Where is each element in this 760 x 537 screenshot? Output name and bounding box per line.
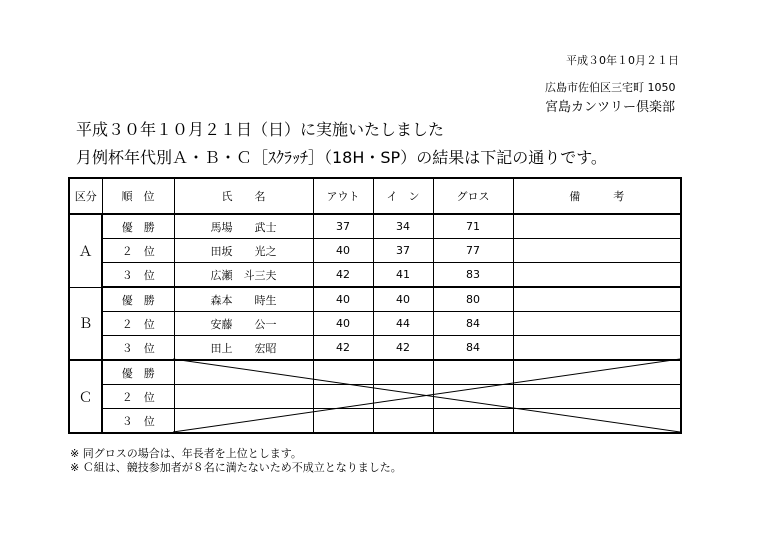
player-name: 安藤 公一 xyxy=(174,312,313,336)
table-row xyxy=(69,214,681,239)
rank-cell: 優 勝 xyxy=(102,360,174,385)
score-in: 44 xyxy=(373,312,433,336)
header-rank: 順 位 xyxy=(102,178,174,214)
rank-cell: ２ 位 xyxy=(102,385,174,409)
score-in: 42 xyxy=(373,336,433,361)
rank-cell: ３ 位 xyxy=(102,409,174,434)
intro-line-1: 平成３０年１０月２１日（日）に実施いたしました xyxy=(76,120,445,139)
empty-cell xyxy=(373,385,433,409)
remarks-cell xyxy=(513,312,681,336)
score-out: 40 xyxy=(313,312,373,336)
header-out: アウト xyxy=(313,178,373,214)
score-out: 42 xyxy=(313,263,373,288)
note-2: ※ Ｃ組は、競技参加者が８名に満たないため不成立となりました。 xyxy=(70,461,402,474)
table-row xyxy=(69,336,681,361)
score-gross: 83 xyxy=(433,263,513,288)
score-in: 37 xyxy=(373,239,433,263)
table-row xyxy=(69,263,681,288)
score-gross: 71 xyxy=(433,214,513,239)
header-gross: グロス xyxy=(433,178,513,214)
player-name: 田坂 光之 xyxy=(174,239,313,263)
header-in: イ ン xyxy=(373,178,433,214)
document-date: 平成３0年１0月２１日 xyxy=(566,54,679,67)
score-in: 34 xyxy=(373,214,433,239)
table-row xyxy=(69,360,681,385)
rank-cell: ２ 位 xyxy=(102,312,174,336)
empty-cell xyxy=(174,385,313,409)
table-row xyxy=(69,312,681,336)
score-gross: 80 xyxy=(433,287,513,312)
score-out: 40 xyxy=(313,287,373,312)
player-name: 広瀬 斗三夫 xyxy=(174,263,313,288)
rank-cell: ２ 位 xyxy=(102,239,174,263)
header-division: 区分 xyxy=(69,178,102,214)
club-name: 宮島カンツリー倶楽部 xyxy=(545,100,676,115)
score-out: 42 xyxy=(313,336,373,361)
remarks-cell xyxy=(513,336,681,361)
score-gross: 77 xyxy=(433,239,513,263)
results-table xyxy=(68,177,682,434)
header-remarks: 備 考 xyxy=(513,178,681,214)
rank-cell: ３ 位 xyxy=(102,336,174,361)
empty-cell xyxy=(433,385,513,409)
remarks-cell xyxy=(513,214,681,239)
score-out: 37 xyxy=(313,214,373,239)
empty-cell xyxy=(513,360,681,385)
empty-cell xyxy=(313,385,373,409)
player-name: 森本 時生 xyxy=(174,287,313,312)
empty-cell xyxy=(513,385,681,409)
division-c: Ｃ xyxy=(69,360,102,433)
note-1: ※ 同グロスの場合は、年長者を上位とします。 xyxy=(70,447,302,460)
intro-line-2: 月例杯年代別Ａ・Ｂ・Ｃ［ｽｸﾗｯﾁ］（18H・SP）の結果は下記の通りです。 xyxy=(76,148,607,167)
table-row xyxy=(69,409,681,434)
empty-cell xyxy=(513,409,681,434)
remarks-cell xyxy=(513,287,681,312)
table-row xyxy=(69,287,681,312)
header-name: 氏 名 xyxy=(174,178,313,214)
table-row xyxy=(69,239,681,263)
score-gross: 84 xyxy=(433,336,513,361)
rank-cell: 優 勝 xyxy=(102,287,174,312)
score-gross: 84 xyxy=(433,312,513,336)
score-out: 40 xyxy=(313,239,373,263)
empty-cell xyxy=(373,409,433,434)
division-b: Ｂ xyxy=(69,287,102,360)
club-address: 広島市佐伯区三宅町 1050 xyxy=(545,81,676,94)
remarks-cell xyxy=(513,239,681,263)
table-header-row xyxy=(69,178,681,214)
empty-cell xyxy=(373,360,433,385)
score-in: 40 xyxy=(373,287,433,312)
division-a: Ａ xyxy=(69,214,102,287)
empty-cell xyxy=(313,360,373,385)
player-name: 田上 宏昭 xyxy=(174,336,313,361)
empty-cell xyxy=(433,409,513,434)
score-in: 41 xyxy=(373,263,433,288)
rank-cell: ３ 位 xyxy=(102,263,174,288)
empty-cell xyxy=(433,360,513,385)
empty-cell xyxy=(313,409,373,434)
rank-cell: 優 勝 xyxy=(102,214,174,239)
empty-cell xyxy=(174,409,313,434)
empty-cell xyxy=(174,360,313,385)
remarks-cell xyxy=(513,263,681,288)
table-row xyxy=(69,385,681,409)
player-name: 馬場 武士 xyxy=(174,214,313,239)
